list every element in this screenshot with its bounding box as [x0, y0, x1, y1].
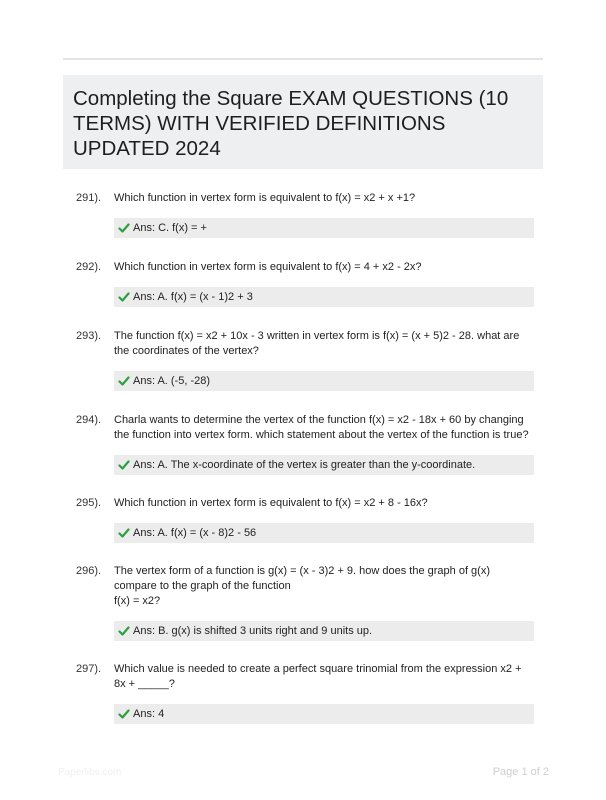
question-text: Which value is needed to create a perfect square trinomial from the expression x2 + 8x + _____?: [114, 663, 522, 690]
check-icon: [118, 708, 130, 720]
question-number: 291).: [76, 192, 102, 204]
question-number: 292).: [76, 261, 102, 273]
answer-text: Ans: A. f(x) = (x - 1)2 + 3: [133, 291, 253, 303]
check-icon: [118, 375, 130, 387]
answer-box: [114, 523, 534, 543]
title-box: [63, 75, 543, 169]
answer-text: Ans: A. The x-coordinate of the vertex is greater than the y-coordinate.: [133, 459, 476, 471]
answer-text: Ans: B. g(x) is shifted 3 units right and 9 units up.: [133, 625, 373, 637]
question-text: Which function in vertex form is equivalent to f(x) = x2 + x +1?: [114, 192, 416, 204]
check-icon: [118, 222, 130, 234]
question-number: 293).: [76, 330, 102, 342]
check-icon: [118, 459, 130, 471]
top-rule: [63, 58, 543, 60]
qa-item-293: [63, 329, 534, 391]
footer-site: Paperlibs.com: [58, 767, 122, 778]
qa-item-291: [63, 191, 534, 238]
question-number: 294).: [76, 414, 102, 426]
answer-text: Ans: 4: [133, 708, 165, 720]
answer-text: Ans: A. (-5, -28): [133, 375, 211, 387]
check-icon: [118, 291, 130, 303]
answer-box: [114, 704, 534, 724]
footer-page-number: Page 1 of 2: [492, 766, 549, 778]
answer-text: Ans: A. f(x) = (x - 8)2 - 56: [133, 527, 257, 539]
qa-item-295: [63, 496, 534, 543]
qa-item-292: [63, 260, 534, 307]
answer-box: [114, 371, 534, 391]
answer-box: [114, 287, 534, 307]
question-number: 296).: [76, 565, 102, 577]
answer-text: Ans: C. f(x) = +: [133, 222, 207, 234]
question-text: The function f(x) = x2 + 10x - 3 written in vertex form is f(x) = (x + 5)2 - 28. what are the coordinates of the vertex?: [114, 330, 520, 357]
answer-box: [114, 621, 534, 641]
question-number: 297).: [76, 663, 102, 675]
answer-box: [114, 455, 534, 475]
check-icon: [118, 625, 130, 637]
question-number: 295).: [76, 497, 102, 509]
page-title: Completing the Square EXAM QUESTIONS (10 TERMS) WITH VERIFIED DEFINITIONS UPDATED 2024: [73, 87, 509, 160]
qa-item-294: [63, 413, 534, 475]
question-text: Charla wants to determine the vertex of the function f(x) = x2 - 18x + 60 by changing the function into vertex form. which statement about the vertex of the function is true?: [114, 414, 529, 441]
check-icon: [118, 527, 130, 539]
qa-item-297: [63, 662, 534, 724]
qa-item-296: [63, 564, 534, 641]
question-text: Which function in vertex form is equivalent to f(x) = 4 + x2 - 2x?: [114, 261, 422, 273]
question-text: The vertex form of a function is g(x) = (x - 3)2 + 9. how does the graph of g(x) compare to the graph of the function f(x) = x2?: [114, 565, 491, 607]
question-text: Which function in vertex form is equivalent to f(x) = x2 + 8 - 16x?: [114, 497, 428, 509]
answer-box: [114, 218, 534, 238]
